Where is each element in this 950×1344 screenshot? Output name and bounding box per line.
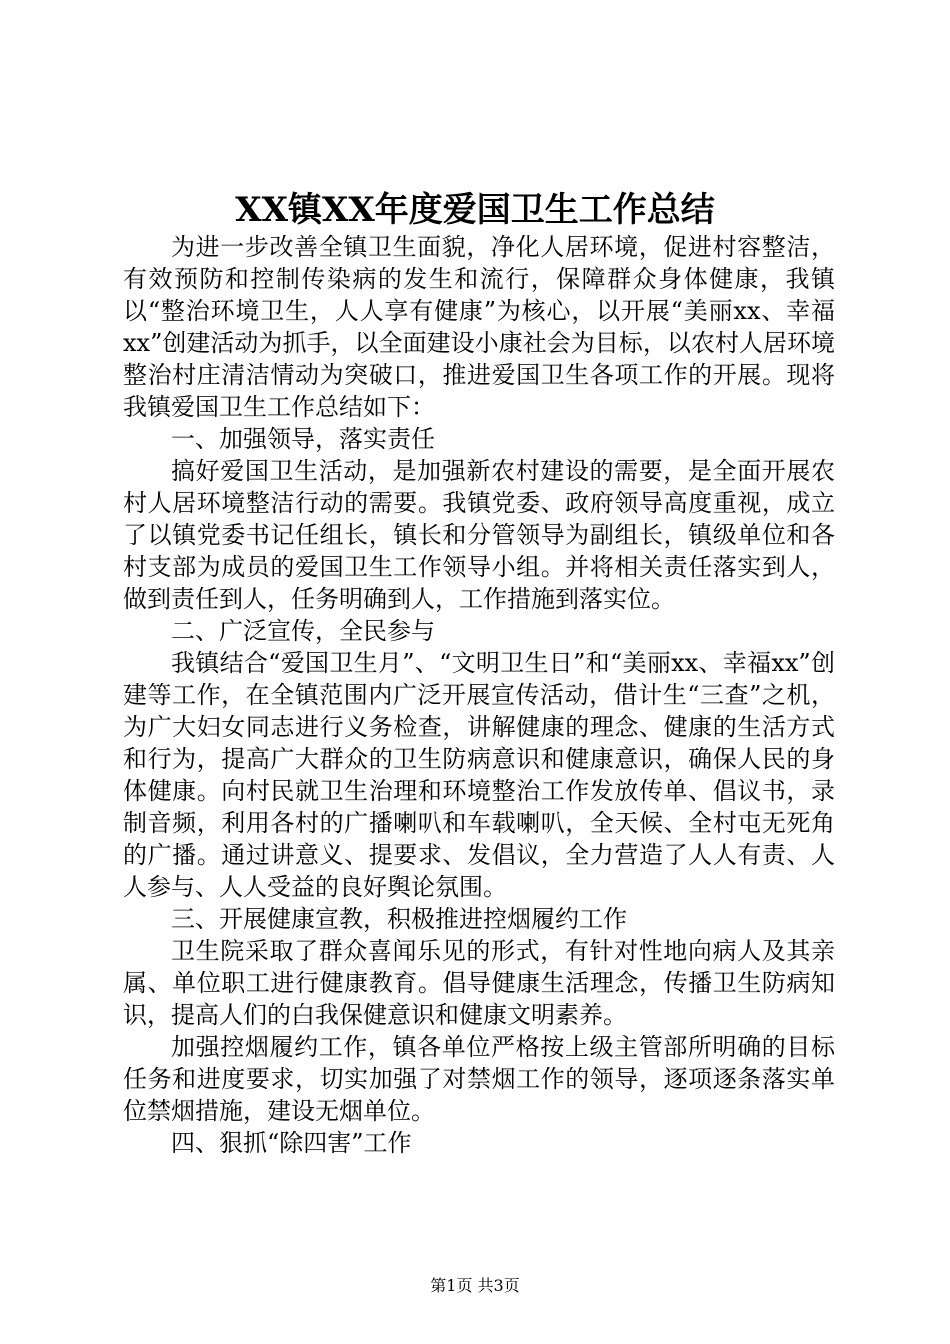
document-title: XX镇XX年度爱国卫生工作总结 — [235, 190, 715, 230]
paragraph-section-3b: 加强控烟履约工作，镇各单位严格按上级主管部所明确的目标任务和进度要求，切实加强了对禁烟工作的领导，逐项逐条落实单位禁烟措施，建设无烟单位。 — [123, 1033, 835, 1125]
section-heading-1: 一、加强领导，落实责任 — [171, 425, 435, 453]
section-heading-2: 二、广泛宣传，全民参与 — [171, 617, 435, 645]
paragraph-intro: 为进一步改善全镇卫生面貌，净化人居环境，促进村容整洁，有效预防和控制传染病的发生和流行，保障群众身体健康，我镇以“整治环境卫生，人人享有健康”为核心，以开展“美丽xx、幸福xx”创建活动为抓手，以全面建设小康社会为目标，以农村人居环境整治村庄清洁情动为突破口，推进爱国卫生各项工作的开展。现将我镇爱国卫生工作总结如下： — [123, 233, 835, 421]
section-heading-3: 三、开展健康宣教，积极推进控烟履约工作 — [171, 905, 627, 933]
paragraph-section-2: 我镇结合“爱国卫生月”、“文明卫生日”和“美丽xx、幸福xx”创建等工作，在全镇范围内广泛开展宣传活动，借计生“三查”之机，为广大妇女同志进行义务检查，讲解健康的理念、健康的生活方式和行为，提高广大群众的卫生防病意识和健康意识，确保人民的身体健康。向村民就卫生治理和环境整治工作发放传单、倡议书，录制音频，利用各村的广播喇叭和车载喇叭，全天候、全村屯无死角的广播。通过讲意义、提要求、发倡议，全力营造了人人有责、人人参与、人人受益的良好舆论氛围。 — [123, 649, 835, 901]
paragraph-section-1: 搞好爱国卫生活动，是加强新农村建设的需要，是全面开展农村人居环境整洁行动的需要。我镇党委、政府领导高度重视，成立了以镇党委书记任组长，镇长和分管领导为副组长，镇级单位和各村支部为成员的爱国卫生工作领导小组。并将相关责任落实到人，做到责任到人，任务明确到人，工作措施到落实位。 — [123, 457, 835, 613]
paragraph-section-3a: 卫生院采取了群众喜闻乐见的形式，有针对性地向病人及其亲属、单位职工进行健康教育。倡导健康生活理念，传播卫生防病知识，提高人们的白我保健意识和健康文明素养。 — [123, 937, 835, 1029]
section-heading-4: 四、狠抓“除四害”工作 — [171, 1129, 412, 1157]
document-body — [123, 231, 835, 1159]
page-number-footer: 第1页 共3页 — [430, 1276, 520, 1295]
